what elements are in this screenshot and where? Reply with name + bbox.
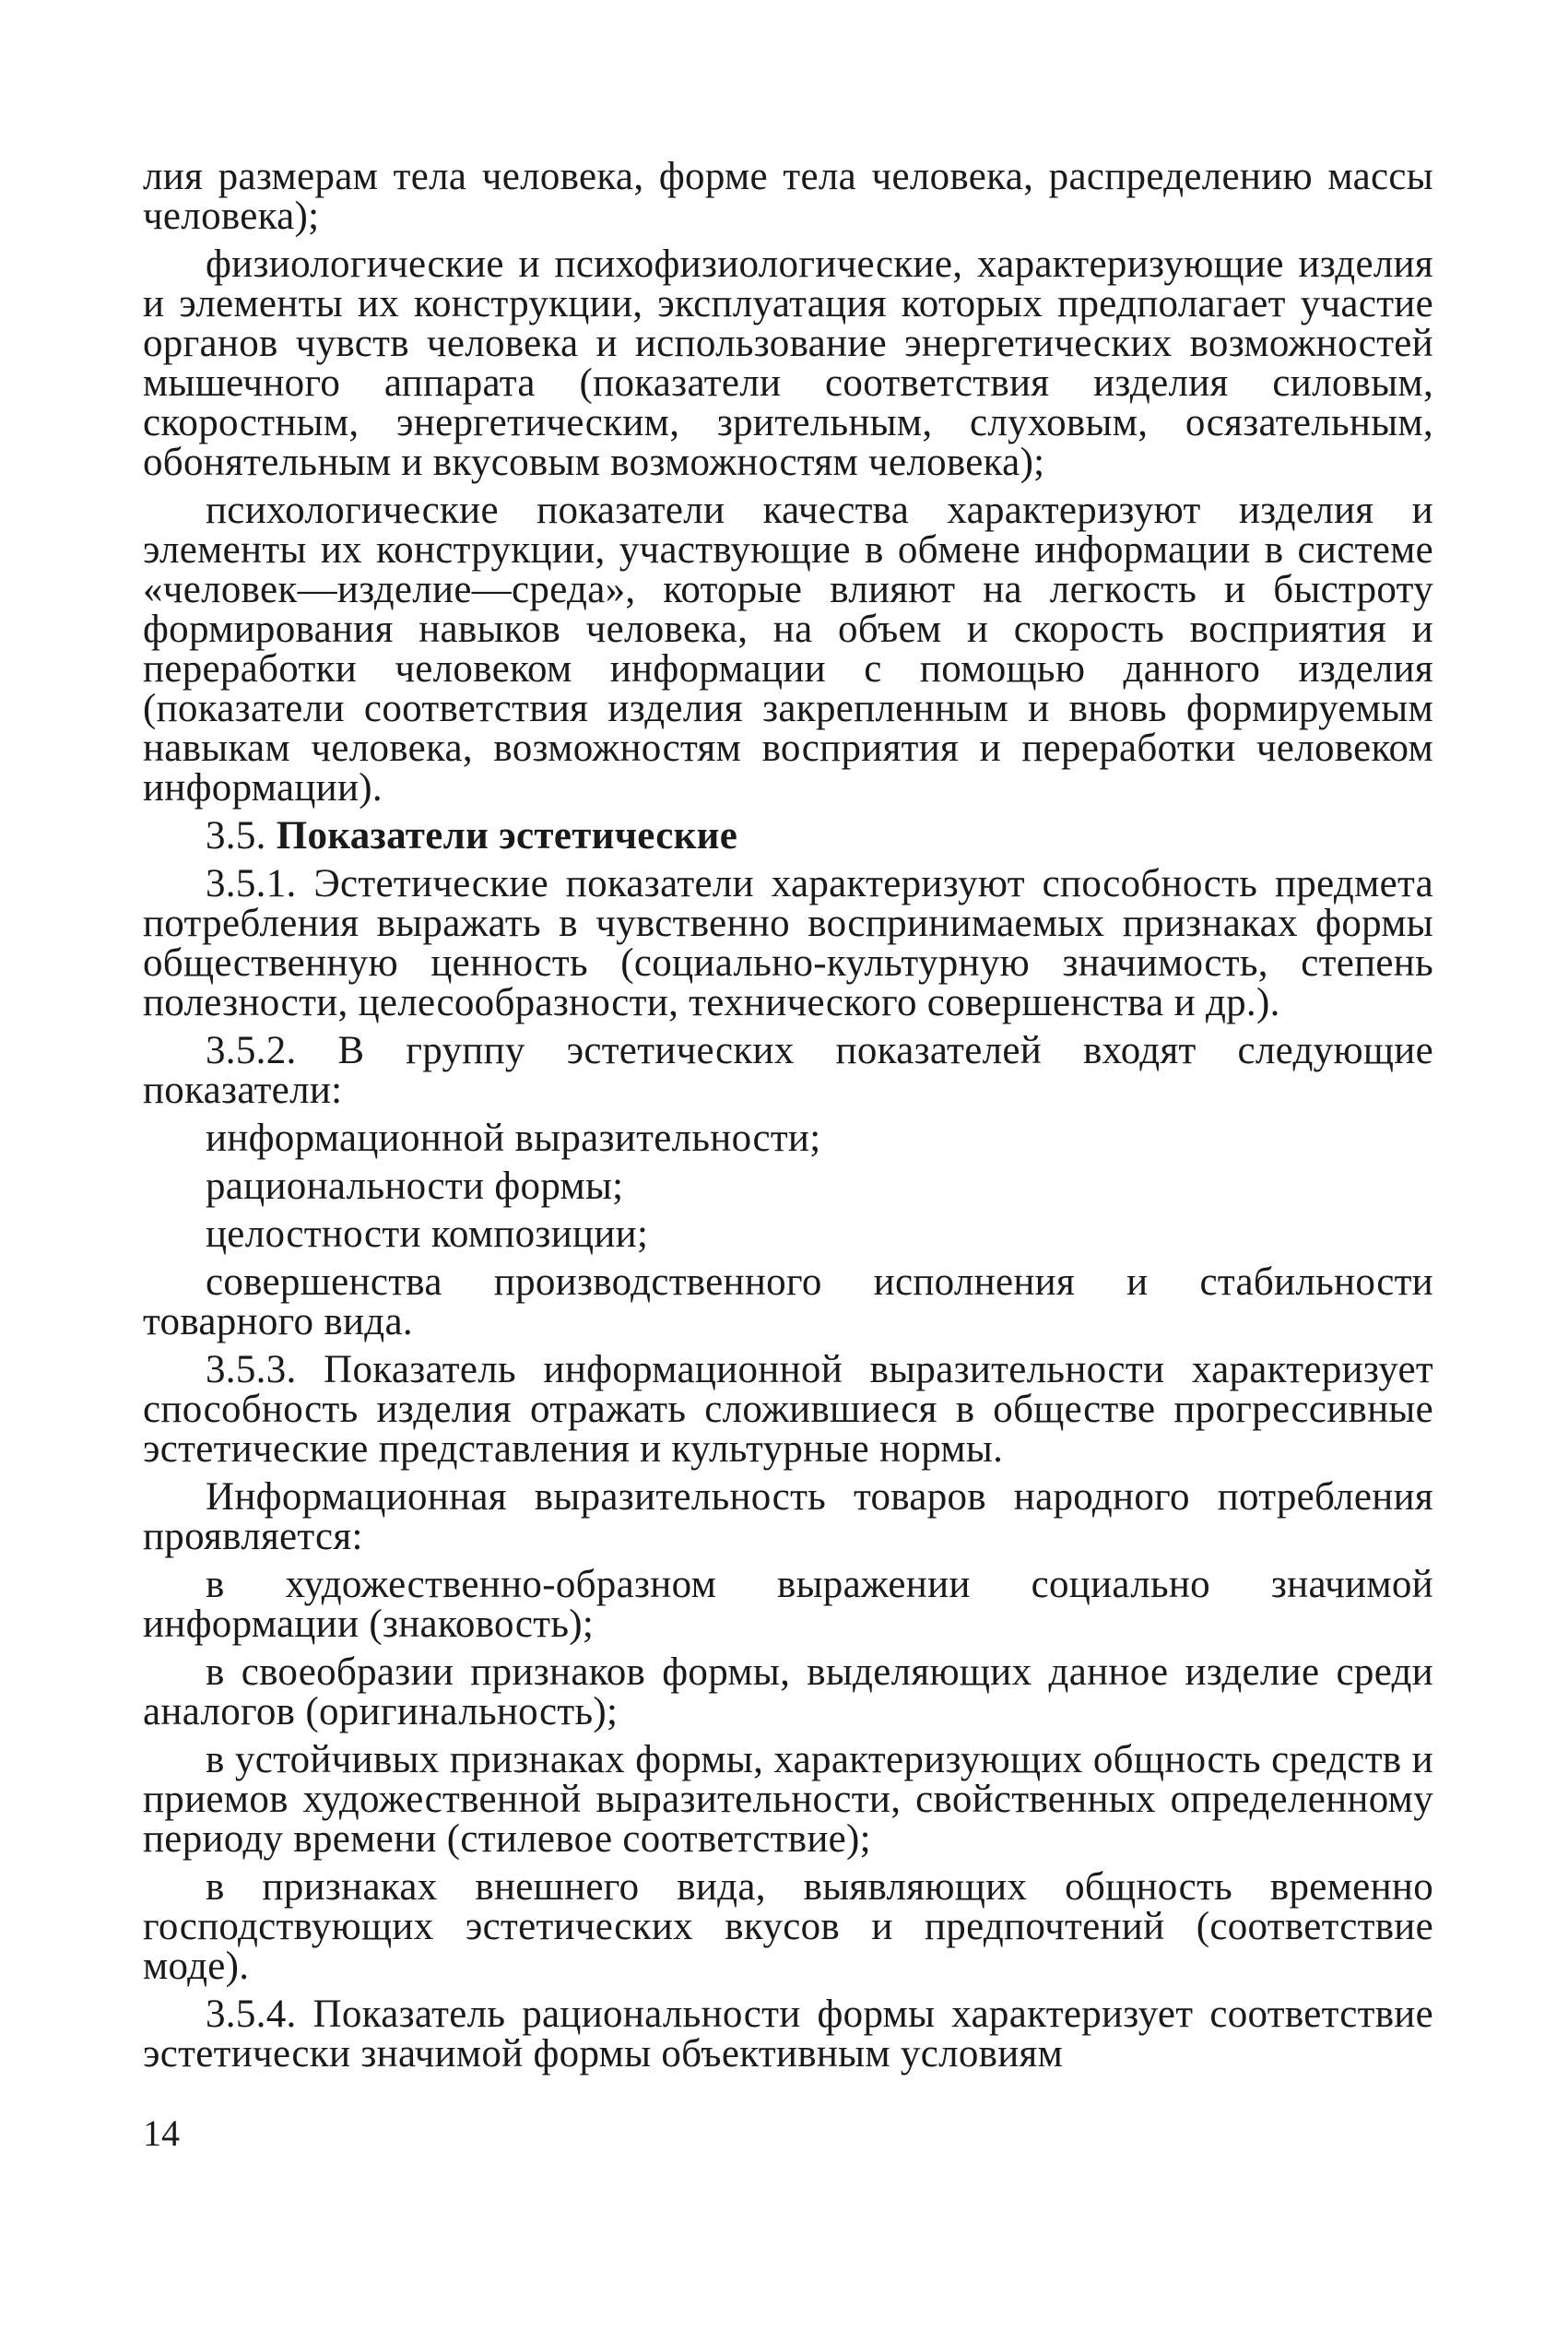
section-number: 3.5.: [206, 814, 266, 857]
paragraph-3-5-4: 3.5.4. Показатель рациональности формы характеризует соответствие эстетически значимой формы объективным условиям: [143, 1993, 1433, 2076]
paragraph-continuation: лия размерам тела человека, форме тела человека, распределению массы человека);: [143, 155, 1433, 238]
paragraph-3-5-1: 3.5.1. Эстетические показатели характеризуют способность предмета потребления выражать в чувственно воспринимаемых признаках формы общественную ценность (социально-культурную значимость, степень полезности, целесообразности, технического совершенства и др.).: [143, 862, 1433, 1024]
section-title: Показатели эстетические: [276, 814, 738, 857]
list-item: информационной выразительности;: [206, 1117, 821, 1160]
list-item: целостности композиции;: [206, 1212, 649, 1256]
paragraph-psychological: психологические показатели качества характеризуют изделия и элементы их конструкции, участвующие в обмене информации в системе «человек—изделие—среда», которые влияют на легкость и быстроту формирования навыков человека, на объем и скорость восприятия и переработки человеком информации с помощью данного изделия (показатели соответствия изделия закрепленным и вновь формируемым навыкам человека, возможностям восприятия и переработки человеком информации).: [143, 489, 1433, 810]
list-item: в художественно-образном выражении социально значимой информации (знаковость);: [143, 1563, 1433, 1646]
paragraph-3-5-3-intro: Информационная выразительность товаров народного потребления проявляется:: [143, 1475, 1433, 1558]
paragraph-3-5-3: 3.5.3. Показатель информационной выразительности характеризует способность изделия отражать сложившиеся в обществе прогрессивные эстетические представления и культурные нормы.: [143, 1348, 1433, 1471]
paragraph-3-5-2: 3.5.2. В группу эстетических показателей входят следующие показатели:: [143, 1029, 1433, 1112]
list-item: рациональности формы;: [206, 1165, 624, 1208]
page-number: 14: [143, 2112, 180, 2154]
document-page: [143, 157, 1433, 2082]
list-item: совершенства производственного исполнения и стабильности товарного вида.: [143, 1260, 1433, 1343]
list-item: в своеобразии признаков формы, выделяющих данное изделие среди аналогов (оригинальность);: [143, 1650, 1433, 1733]
list-item: в признаках внешнего вида, выявляющих общность временно господствующих эстетических вкусов и предпочтений (соответствие моде).: [143, 1865, 1433, 1988]
paragraph-physiological: физиологические и психофизиологические, характеризующие изделия и элементы их конструкции, эксплуатация которых предполагает участие органов чувств человека и использование энергетических возможностей мышечного аппарата (показатели соответствия изделия силовым, скоростным, энергетическим, зрительным, слуховым, осязательным, обонятельным и вкусовым возможностям человека);: [143, 242, 1433, 484]
list-item: в устойчивых признаках формы, характеризующих общность средств и приемов художественной выразительности, свойственных определенному периоду времени (стилевое соответствие);: [143, 1738, 1433, 1861]
section-heading: [143, 816, 1433, 856]
